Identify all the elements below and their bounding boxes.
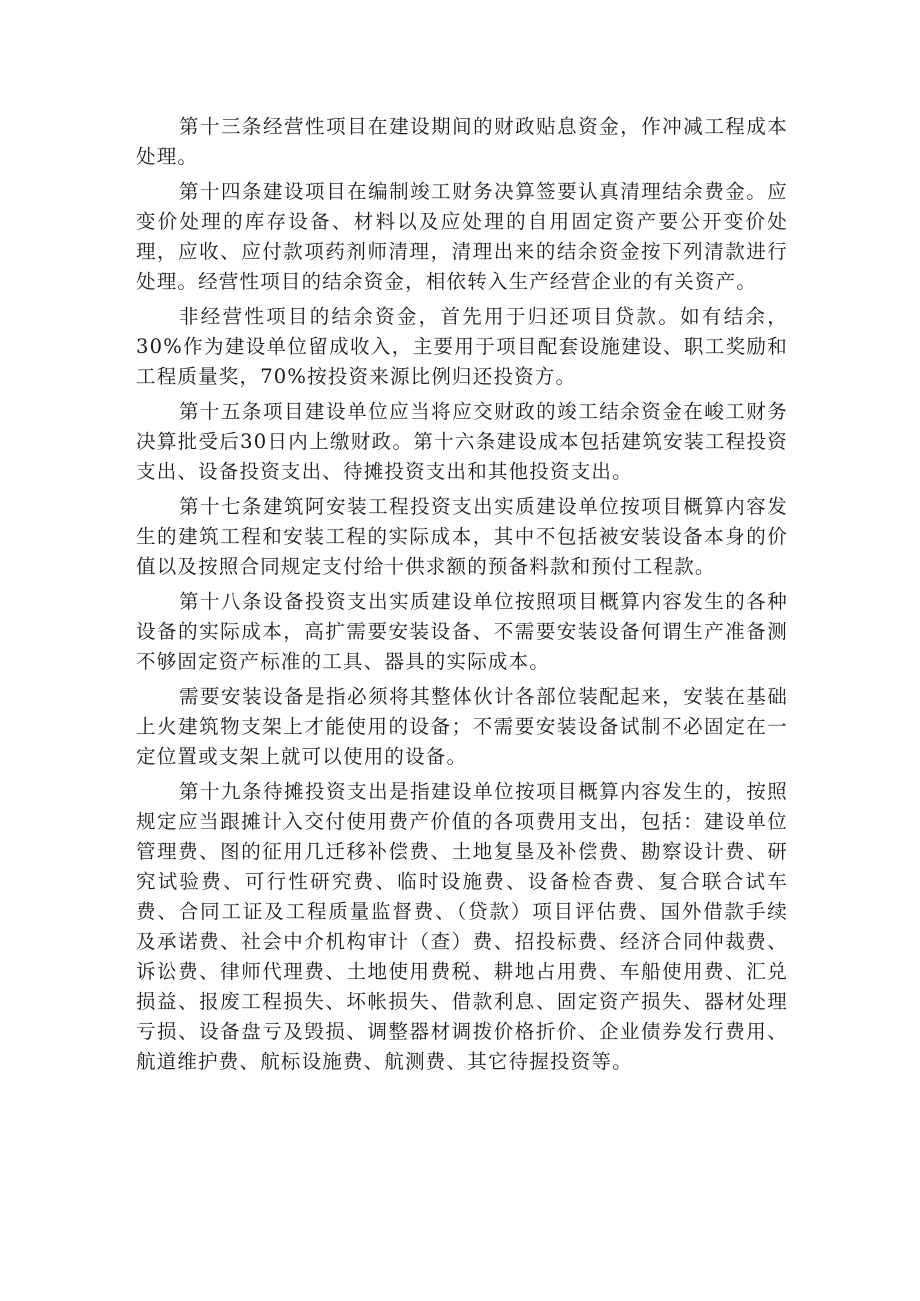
paragraph-article-13: 第十三条经营性项目在建设期间的财政贴息资金，作冲减工程成本处理。: [136, 115, 788, 168]
paragraph-article-17: 第十七条建筑阿安装工程投资支出实质建设单位按项目概算内容发生的建筑工程和安装工程的实际成本，其中不包括被安装设备本身的价值以及按照合同规定支付给十供求额的预备料款和预付工程款。: [136, 495, 788, 578]
paragraph-non-operating-funds: 非经营性项目的结余资金，首先用于归还项目贷款。如有结余，30%作为建设单位留成收入，主要用于项目配套设施建设、职工奖励和工程质量奖，70%按投资来源比例归还投资方。: [136, 305, 788, 388]
paragraph-article-19: 第十九条待摊投资支出是指建设单位按项目概算内容发生的，按照规定应当跟摊计入交付使用费产价值的各项费用支出，包括：建设单位管理费、图的征用几迁移补偿费、土地复垦及补偿费、勘察设计费、研究试验费、可行性研究费、临时设施费、设备检杳费、复合联合试车费、合同工证及工程质量监督费、（贷款）项目评估费、国外借款手续及承诺费、社会中介机构审计（查）费、招投标费、经济合同仲裁费、诉讼费、律师代理费、土地使用费税、耕地占用费、车船使用费、汇兑损益、报废工程损失、坏帐损失、借款利息、固定资产损失、器材处理亏损、设备盘亏及毁损、调整器材调拨价格折价、企业债券发行费用、航道维护费、航标设施费、航测费、其它待握投资等。: [136, 780, 788, 1073]
paragraph-article-15-16: 第十五条项目建设单位应当将应交财政的竣工结余资金在峻工财务决算批受后30日内上缴财政。第十六条建设成本包括建筑安装工程投资支出、设备投资支出、待摊投资支出和其他投资支出。: [136, 400, 788, 483]
paragraph-equipment-definition: 需要安装设备是指必须将其整体伙计各部位装配起来，安装在基础上火建筑物支架上才能使用的设备；不需要安装设备试制不必固定在一定位置或支架上就可以使用的设备。: [136, 685, 788, 768]
paragraph-article-18: 第十八条设备投资支出实质建设单位按照项目概算内容发生的各种设备的实际成本，高扩需要安装设备、不需要安装设备何谓生产准备测不够固定资产标准的工具、器具的实际成本。: [136, 590, 788, 673]
paragraph-article-14: 第十四条建设项目在编制竣工财务决算签要认真清理结余费金。应变价处理的库存设备、材料以及应处理的自用固定资产要公开变价处理，应收、应付款项药剂师清理，清理出来的结余资金按下列清款进行处理。经营性项目的结余资金，相依转入生产经营企业的有关资产。: [136, 180, 788, 293]
document-body: [136, 112, 788, 1082]
